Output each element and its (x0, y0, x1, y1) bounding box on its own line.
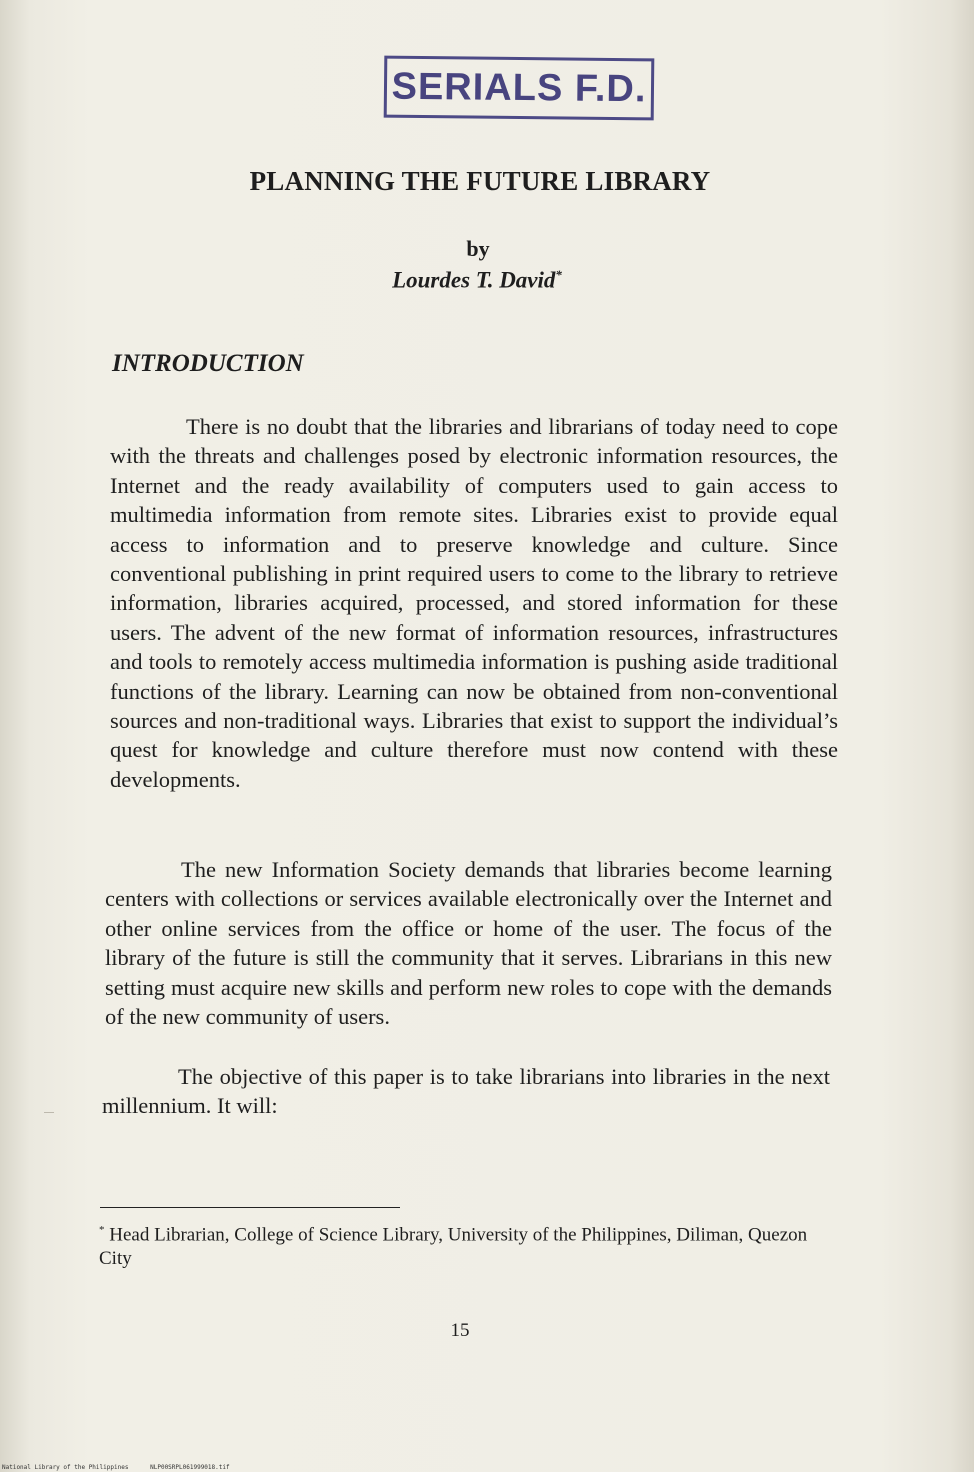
paragraph-3: The objective of this paper is to take librarians into libraries in the next millennium. It will: (102, 1064, 830, 1119)
stamp-text: SERIALS F.D. (391, 65, 647, 110)
footnote-text: Head Librarian, College of Science Library, University of the Philippines, Diliman, Quezon City (99, 1224, 808, 1270)
byline: by (466, 236, 490, 261)
archive-label (2, 1464, 230, 1471)
author-text: Lourdes T. David (392, 267, 556, 293)
paragraph-2: The new Information Society demands that libraries become learning centers with collections or services available electronically over the Internet and other online services from the office or home of the user. The focus of the library of the future is still the community that it serves. Librarians in this new setting must acquire new skills and perform new roles to cope with the demands of the new community of users. (105, 857, 832, 1030)
footnote-divider (100, 1207, 400, 1208)
footnote (99, 1218, 809, 1271)
archive-institution: National Library of the Philippines (2, 1464, 129, 1471)
footnote-mark: * (99, 1224, 105, 1236)
margin-mark (44, 1112, 54, 1113)
paragraph-1: There is no doubt that the libraries and librarians of today need to cope with the threats and challenges posed by electronic information resources, the Internet and the ready availability of computers used to gain access to multimedia information from remote sites. Libraries exist to provide equal access to information and to preserve knowledge and culture. Since conventional publishing in print required users to come to the library to retrieve information, libraries acquired, processed, and stored information for these users. The advent of the new format of information resources, infrastructures and tools to remotely access multimedia information is pushing aside traditional functions of the library. Learning can now be obtained from non-conventional sources and non-traditional ways. Libraries that exist to support the individual’s quest for knowledge and culture therefore must now contend with these developments. (110, 414, 838, 792)
article-title: PLANNING THE FUTURE LIBRARY (249, 166, 711, 196)
section-heading: INTRODUCTION (112, 350, 304, 377)
serials-stamp (384, 56, 655, 121)
page-number: 15 (450, 1320, 470, 1341)
author-name (120, 267, 834, 294)
archive-file: NLP00SRPL061999018.tif (150, 1464, 230, 1471)
author-footnote-mark: * (555, 267, 562, 282)
